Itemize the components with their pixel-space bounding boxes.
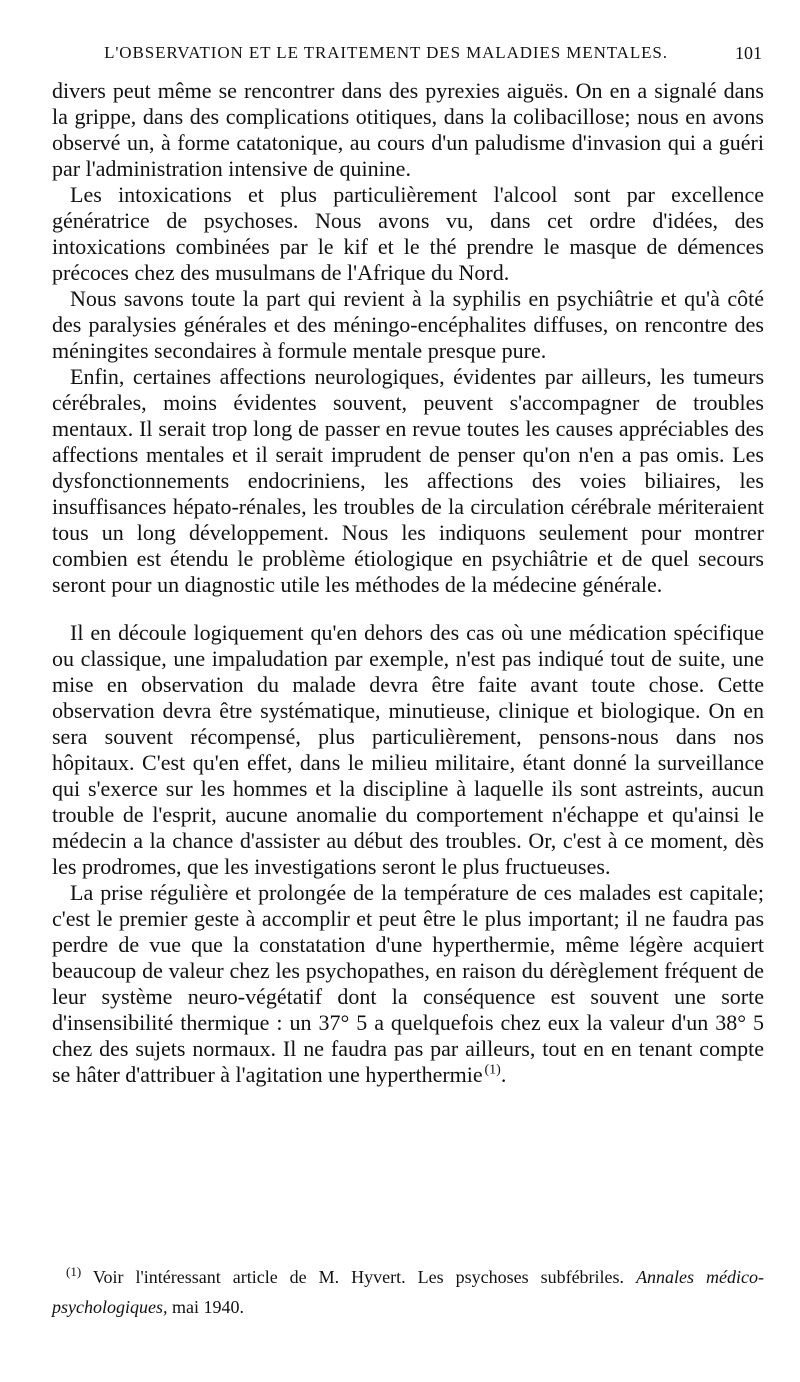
footnotes — [52, 1262, 764, 1322]
body-text — [52, 78, 764, 1088]
paragraph-intoxications: Les intoxications et plus particulièrement l'alcool sont par excellence génératrice de psychoses. Nous avons vu, dans cet ordre d'idées, des intoxications combinées par le kif et le thé prendre le masque de démences précoces chez des musulmans de l'Afrique du Nord. — [52, 182, 764, 285]
running-head: L'OBSERVATION ET LE TRAITEMENT DES MALADIES MENTALES. — [104, 43, 668, 62]
paragraph-observation: Il en découle logiquement qu'en dehors des cas où une médication spécifique ou classique, une impaludation par exemple, n'est pas indiqué tout de suite, une mise en observation du malade devra être faite avant toute chose. Cette observation devra être systématique, minutieuse, clinique et biologique. On en sera souvent récompensé, plus particulièrement, pensons-nous dans nos hôpitaux. C'est qu'en effet, dans le milieu militaire, étant donné la surveillance qui s'exerce sur les hommes et la discipline à laquelle ils sont astreints, aucun trouble de l'esprit, aucune anomalie du comportement n'échappe et qu'ainsi le médecin a la chance d'assister au début des troubles. Or, c'est à ce moment, dès les prodromes, que les investigations seront le plus fructueuses. — [52, 620, 764, 879]
footnote-journal: Annales médico-psychologiques, — [52, 1267, 765, 1317]
paragraph-syphilis: Nous savons toute la part qui revient à la syphilis en psychiâtrie et qu'à côté des paralysies générales et des méningo-encéphalites diffuses, on rencontre des méningites secondaires à formule mentale presque pure. — [52, 286, 764, 363]
footnote-text: Voir l'intéressant article de M. Hyvert. Les psychoses subfébriles. — [92, 1267, 625, 1287]
footnote-mark: (1) — [66, 1264, 82, 1279]
footnote-reference: (1) — [484, 1062, 501, 1078]
paragraph-temperature-end: . — [500, 1062, 507, 1087]
paragraph-temperature-text: La prise régulière et prolongée de la température de ces malades est capitale; c'est le premier geste à accomplir et peut être le plus important; il ne faudra pas perdre de vue que la constatation d'une hyperthermie, même légère acquiert beaucoup de valeur chez les psychopathes, en raison du dérèglement fréquent de leur système neuro-végétatif dont la conséquence est souvent une sorte d'insensibilité thermique : un 37° 5 a quelquefois chez eux la valeur d'un 38° 5 chez des sujets normaux. Il ne faudra pas par ailleurs, tout en en tenant compte se hâter d'attribuer à l'agitation une hyperthermie — [52, 880, 764, 1087]
paragraph-continuation: divers peut même se rencontrer dans des pyrexies aiguës. On en a signalé dans la grippe, dans des complications otitiques, dans la colibacillose; nous en avons observé un, à forme catatonique, au cours d'un paludisme d'invasion qui a guéri par l'administration intensive de quinine. — [52, 78, 764, 181]
paragraph-temperature — [52, 880, 764, 1088]
footnote-date: mai 1940. — [171, 1297, 244, 1317]
paragraph-neurologiques: Enfin, certaines affections neurologiques, évidentes par ailleurs, les tumeurs cérébrales, moins évidentes souvent, peuvent s'accompagner de troubles mentaux. Il serait trop long de passer en revue toutes les causes appréciables des affections mentales et il serait imprudent de penser qu'on n'en a pas omis. Les dysfonctionnements endocriniens, les affections des voies biliaires, les insuffisances hépato-rénales, les troubles de la circulation cérébrale mériteraient tous un long développement. Nous les indiquons seulement pour montrer combien est étendu le problème étiologique en psychiâtrie et de quel secours seront pour un diagnostic utile les méthodes de la médecine générale. — [52, 364, 764, 597]
page-header — [60, 38, 762, 68]
footnote — [52, 1262, 764, 1322]
page-number: 101 — [735, 43, 762, 63]
